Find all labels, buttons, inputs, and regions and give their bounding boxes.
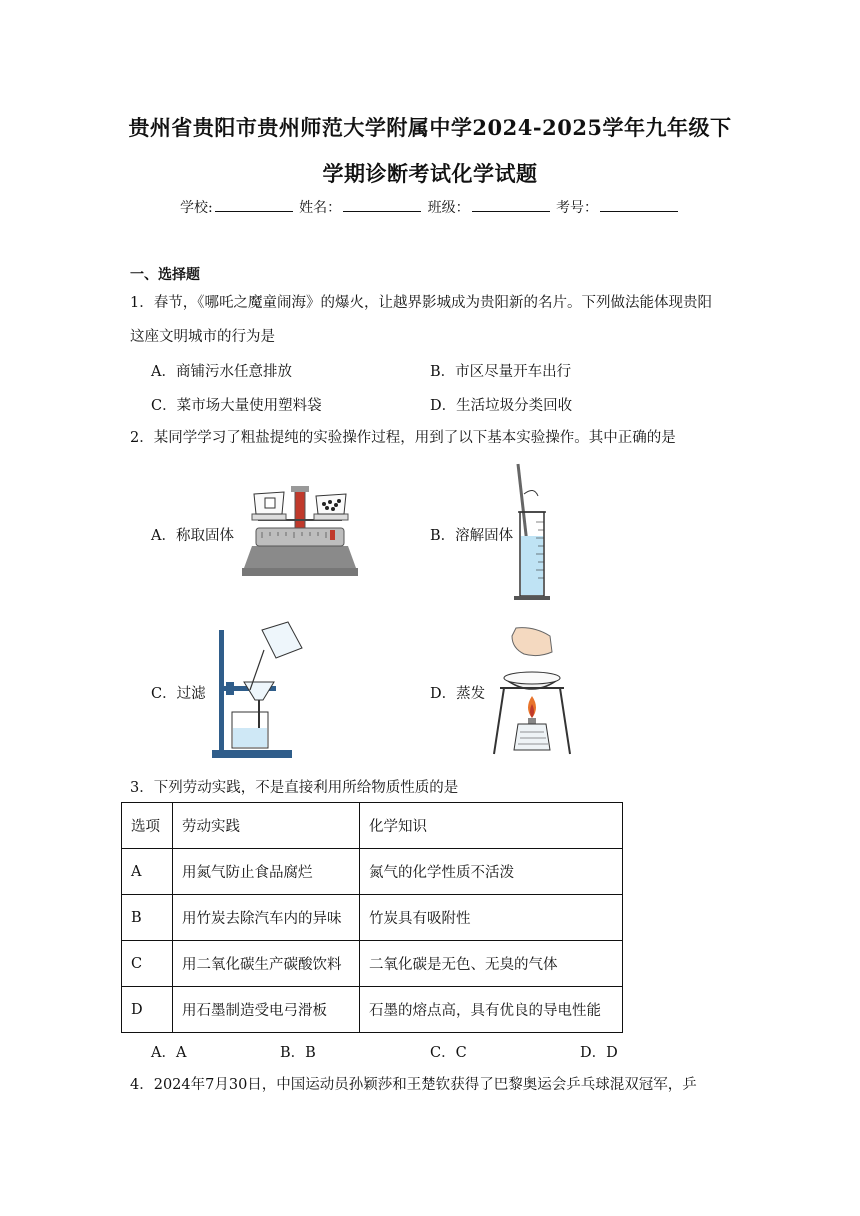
q4-stem-line1: 4．2024年7月30日，中国运动员孙颖莎和王楚钦获得了巴黎奥运会乒乓球混双冠军，乒 [130,1077,697,1093]
document-title-line2: 学期诊断考试化学试题 [322,161,538,186]
evaporation-apparatus-figure [490,626,574,758]
table-cell: B [122,895,173,941]
q1-option-d: D．生活垃圾分类回收 [430,398,573,414]
class-blank [472,199,550,212]
table-cell: 用二氧化碳生产碳酸饮料 [173,941,360,987]
document-title-line1: 贵州省贵阳市贵州师范大学附属中学2024-2025学年九年级下 [128,115,732,140]
q1-option-a: A．商铺污水任意排放 [151,364,292,380]
q2-option-b: B．溶解固体 [430,528,514,544]
q1-stem-line1: 1．春节，《哪吒之魔童闹海》的爆火，让越界影城成为贵阳新的名片。下列做法能体现贵阳 [130,295,712,311]
filtration-apparatus-figure [210,620,306,760]
table-cell: 用石墨制造受电弓滑板 [173,987,360,1033]
q1-option-b: B．市区尽量开车出行 [430,364,572,380]
school-label: 学校: [179,200,213,216]
table-row [122,895,623,941]
q3-option-b: B．B [280,1045,316,1061]
name-label: 姓名： [299,200,342,216]
q3-stem: 3．下列劳动实践，不是直接利用所给物质性质的是 [130,780,459,796]
school-blank [215,199,293,212]
table-cell: C [122,941,173,987]
q3-option-c: C．C [430,1045,467,1061]
q2-option-c: C．过滤 [151,686,206,702]
q1-option-c: C．菜市场大量使用塑料袋 [151,398,322,414]
number-label: 考号： [556,200,599,216]
q3-table [121,802,623,1033]
name-blank [343,199,421,212]
table-cell: 石墨的熔点高，具有优良的导电性能 [360,987,623,1033]
section-heading: 一、选择题 [130,267,200,283]
table-row [122,987,623,1033]
number-blank [600,199,678,212]
table-cell: D [122,987,173,1033]
class-label: 班级： [427,200,470,216]
table-cell: 氮气的化学性质不活泼 [360,849,623,895]
table-header-cell: 化学知识 [360,803,623,849]
q2-stem: 2．某同学学习了粗盐提纯的实验操作过程，用到了以下基本实验操作。其中正确的是 [130,430,676,446]
table-cell: 二氧化碳是无色、无臭的气体 [360,941,623,987]
q2-option-a: A．称取固体 [151,528,234,544]
table-header-cell: 劳动实践 [173,803,360,849]
balance-scale-figure [238,484,362,578]
table-header-row [122,803,623,849]
q2-option-d: D．蒸发 [430,686,486,702]
table-cell: 用竹炭去除汽车内的异味 [173,895,360,941]
table-row [122,849,623,895]
q1-stem-line2: 这座文明城市的行为是 [130,329,275,345]
table-cell: 竹炭具有吸附性 [360,895,623,941]
table-cell: 用氮气防止食品腐烂 [173,849,360,895]
table-header-cell: 选项 [122,803,173,849]
q3-option-a: A．A [151,1045,187,1061]
graduated-cylinder-figure [506,460,552,602]
table-cell: A [122,849,173,895]
q3-option-d: D．D [580,1045,618,1061]
table-row [122,941,623,987]
student-info-line [0,197,860,217]
